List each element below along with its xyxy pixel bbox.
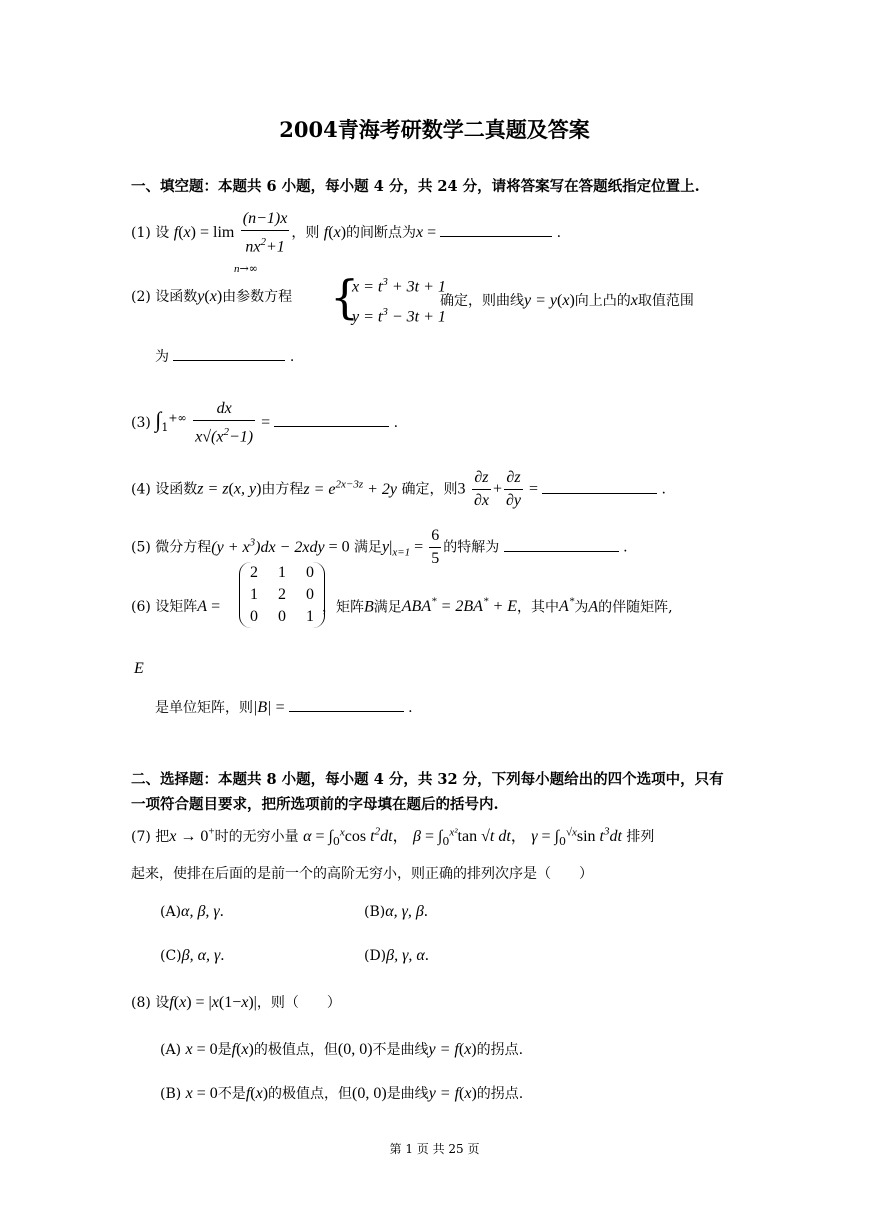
q8-a3: 不是曲线 — [372, 1042, 429, 1058]
question-4: (4) 设函数z = z(x, y)由方程$z = e^{2x-3z} + 2y$ 确定，则3 $\frac{\partial z}{\partial x}$ + $\frac{\partial z}{\partial y}$ = . — [131, 469, 666, 509]
q7-option-d[interactable]: (D)β, γ, α. — [364, 947, 429, 964]
q5-end: . — [623, 539, 628, 556]
q8-b2: 的极值点，但 — [268, 1086, 353, 1102]
q6-mid2: 满足 — [373, 599, 402, 616]
q7-lead: 把 — [155, 829, 170, 845]
page-title: 2004青海考研数学二真题及答案 — [279, 117, 590, 142]
section-1-heading: 一、填空题：本题共 6 小题，每小题 4 分，共 24 分，请将答案写在答题纸指定位置上. — [131, 178, 700, 195]
question-3: (3) $\int_1^{+\infty}$ $\frac{dx}{x√(x^2-1)}$ = . — [131, 400, 399, 446]
q1-end: . — [556, 225, 562, 242]
q2-cont-label: 为 — [155, 349, 169, 365]
q4-lead: 设函数 — [155, 481, 198, 498]
matrix-cell: 1 — [278, 564, 286, 581]
q2-mid3: 向上凸的 — [574, 293, 631, 309]
section-2-heading-cont: 一项符合题目要求，把所选项前的字母填在题后的括号内. — [131, 796, 499, 813]
q4-mid2: 确定，则 — [401, 481, 458, 498]
option-b-label: (B) — [364, 904, 386, 920]
q8-number: (8) — [131, 995, 151, 1011]
q5-mid: 满足 — [354, 539, 383, 556]
q6-rest: ，矩阵B满足ABA* = 2BA* + E，其中A*为A的伴随矩阵, — [322, 596, 673, 616]
q8-b1: 不是 — [217, 1086, 246, 1102]
q3-end: . — [393, 415, 399, 432]
q4-number: (4) — [131, 481, 151, 498]
q8-b4: 的拐点. — [476, 1086, 524, 1102]
q8-option-b[interactable]: (B) x = 0不是f(x)的极值点，但(0, 0)是曲线y = f(x)的拐点. — [160, 1085, 524, 1102]
q7-option-b[interactable]: (B)α, γ, β. — [364, 903, 428, 920]
q2-cont — [155, 346, 294, 366]
q3-number: (3) — [131, 415, 151, 432]
answer-blank-6[interactable] — [289, 711, 404, 712]
q8-option-a-label: (A) — [160, 1042, 182, 1058]
q5-lead: 微分方程 — [155, 539, 212, 556]
q2-lead: 设函数 — [155, 289, 198, 305]
q1-number: (1) — [131, 225, 151, 242]
q8-option-a[interactable]: (A) x = 0是f(x)的极值点，但(0, 0)不是曲线y = f(x)的拐点. — [160, 1041, 524, 1058]
q8-lead: 设 — [155, 995, 170, 1011]
q8-a4: 的拐点. — [476, 1042, 524, 1058]
answer-blank-3[interactable] — [274, 426, 389, 427]
answer-blank-4[interactable] — [542, 493, 657, 494]
q8-b3: 是曲线 — [386, 1086, 429, 1102]
q2-end: . — [289, 349, 295, 365]
question-5: (5) 微分方程$(y + x^3)dx - 2xdy = 0$ 满足$y|_{x=1}$ = $\frac{6}{5}$ 的特解为 . — [131, 527, 628, 567]
q7-option-a[interactable]: (A)α, β, γ. — [160, 903, 224, 920]
option-d-label: (D) — [364, 948, 387, 964]
answer-blank-5[interactable] — [504, 551, 619, 552]
q2-number: (2) — [131, 289, 151, 305]
q5-number: (5) — [131, 539, 151, 556]
question-2: (2) 设函数y(x)由参数方程 — [131, 288, 293, 305]
q8-a1: 是 — [217, 1042, 232, 1058]
q7-number: (7) — [131, 829, 151, 845]
matrix-cell: 0 — [278, 608, 286, 625]
q6-e: E — [134, 660, 144, 677]
q1-tail2: 的间断点为 — [346, 225, 417, 242]
q8-option-b-label: (B) — [160, 1086, 182, 1102]
q5-mid2: 的特解为 — [443, 539, 500, 556]
q6-lead: 设矩阵 — [155, 599, 198, 615]
q1-tail: ，则 — [291, 225, 320, 242]
q2-mid2: 确定，则曲线 — [440, 293, 524, 309]
q8-mid: ，则（ ） — [256, 995, 341, 1011]
page-footer: 第 1 页 共 25 页 — [389, 1142, 480, 1156]
q6-end: . — [408, 700, 413, 716]
q4-mid: 由方程 — [261, 481, 304, 498]
matrix-cell: 0 — [306, 564, 314, 581]
question-8: (8) 设f(x) = |x(1−x)|，则（ ） — [131, 994, 341, 1011]
q2-eq2: $y = t^3 - 3t + 1$ — [352, 306, 446, 326]
q6-number: (6) — [131, 599, 151, 615]
matrix-cell: 1 — [250, 586, 258, 603]
q6-mid3: ，其中 — [517, 599, 560, 616]
matrix-cell: 1 — [306, 608, 314, 625]
q8-a2: 的极值点，但 — [253, 1042, 338, 1058]
matrix-cell: 2 — [278, 586, 286, 603]
option-a-label: (A) — [160, 904, 182, 920]
q1-limit-sub: n→∞ — [234, 262, 258, 275]
q2-mid4: 取值范围 — [637, 293, 694, 309]
q7-end: 排列 — [626, 829, 655, 845]
q6-mid5: 的伴随矩阵, — [598, 599, 673, 616]
q6-cont: 是单位矩阵，则|B| = . — [155, 699, 413, 716]
q2-mid: 由参数方程 — [222, 289, 293, 305]
q6-matrix — [239, 562, 325, 628]
q6-mid: ，矩阵 — [322, 599, 364, 616]
q4-end: . — [661, 481, 666, 498]
question-6: (6) 设矩阵A = — [131, 598, 221, 615]
question-1: (1) 设 f(x) = lim $\frac{(n-1)x}{nx^2+1}$ ，则 f(x)的间断点为x = . — [131, 210, 562, 256]
answer-blank-2[interactable] — [173, 360, 285, 361]
option-c-label: (C) — [160, 948, 182, 964]
matrix-cell: 2 — [250, 564, 258, 581]
section-2-heading: 二、选择题：本题共 8 小题，每小题 4 分，共 32 分，下列每小题给出的四个选项中，只有 — [131, 771, 724, 788]
q2-rest: 确定，则曲线y = y(x)向上凸的x取值范围 — [440, 292, 694, 309]
question-7: (7) 把x → 0+时的无穷小量 $\alpha = \int_0^x\cos$ $t^2dt$， $\beta = \int_0^{x^2}\tan$ √t dt， $\gamma = \int_0^{√x}\sin$ $t^3dt$ 排列 — [131, 825, 655, 848]
answer-blank-1[interactable] — [440, 236, 552, 237]
q2-eq1: $x = t^3 + 3t + 1$ — [352, 276, 446, 296]
matrix-cell: 0 — [306, 586, 314, 603]
q2-brace: { — [330, 270, 360, 324]
q6-cont-label: 是单位矩阵，则 — [155, 700, 253, 716]
q6-mid4: 为 — [574, 599, 589, 616]
matrix-cell: 0 — [250, 608, 258, 625]
q7-cont: 起来，使排在后面的是前一个的高阶无穷小，则正确的排列次序是（ ） — [131, 866, 593, 882]
q7-option-c[interactable]: (C)β, α, γ. — [160, 947, 225, 964]
q1-lead: 设 — [155, 225, 170, 242]
q7-mid: 时的无穷小量 — [214, 829, 299, 845]
